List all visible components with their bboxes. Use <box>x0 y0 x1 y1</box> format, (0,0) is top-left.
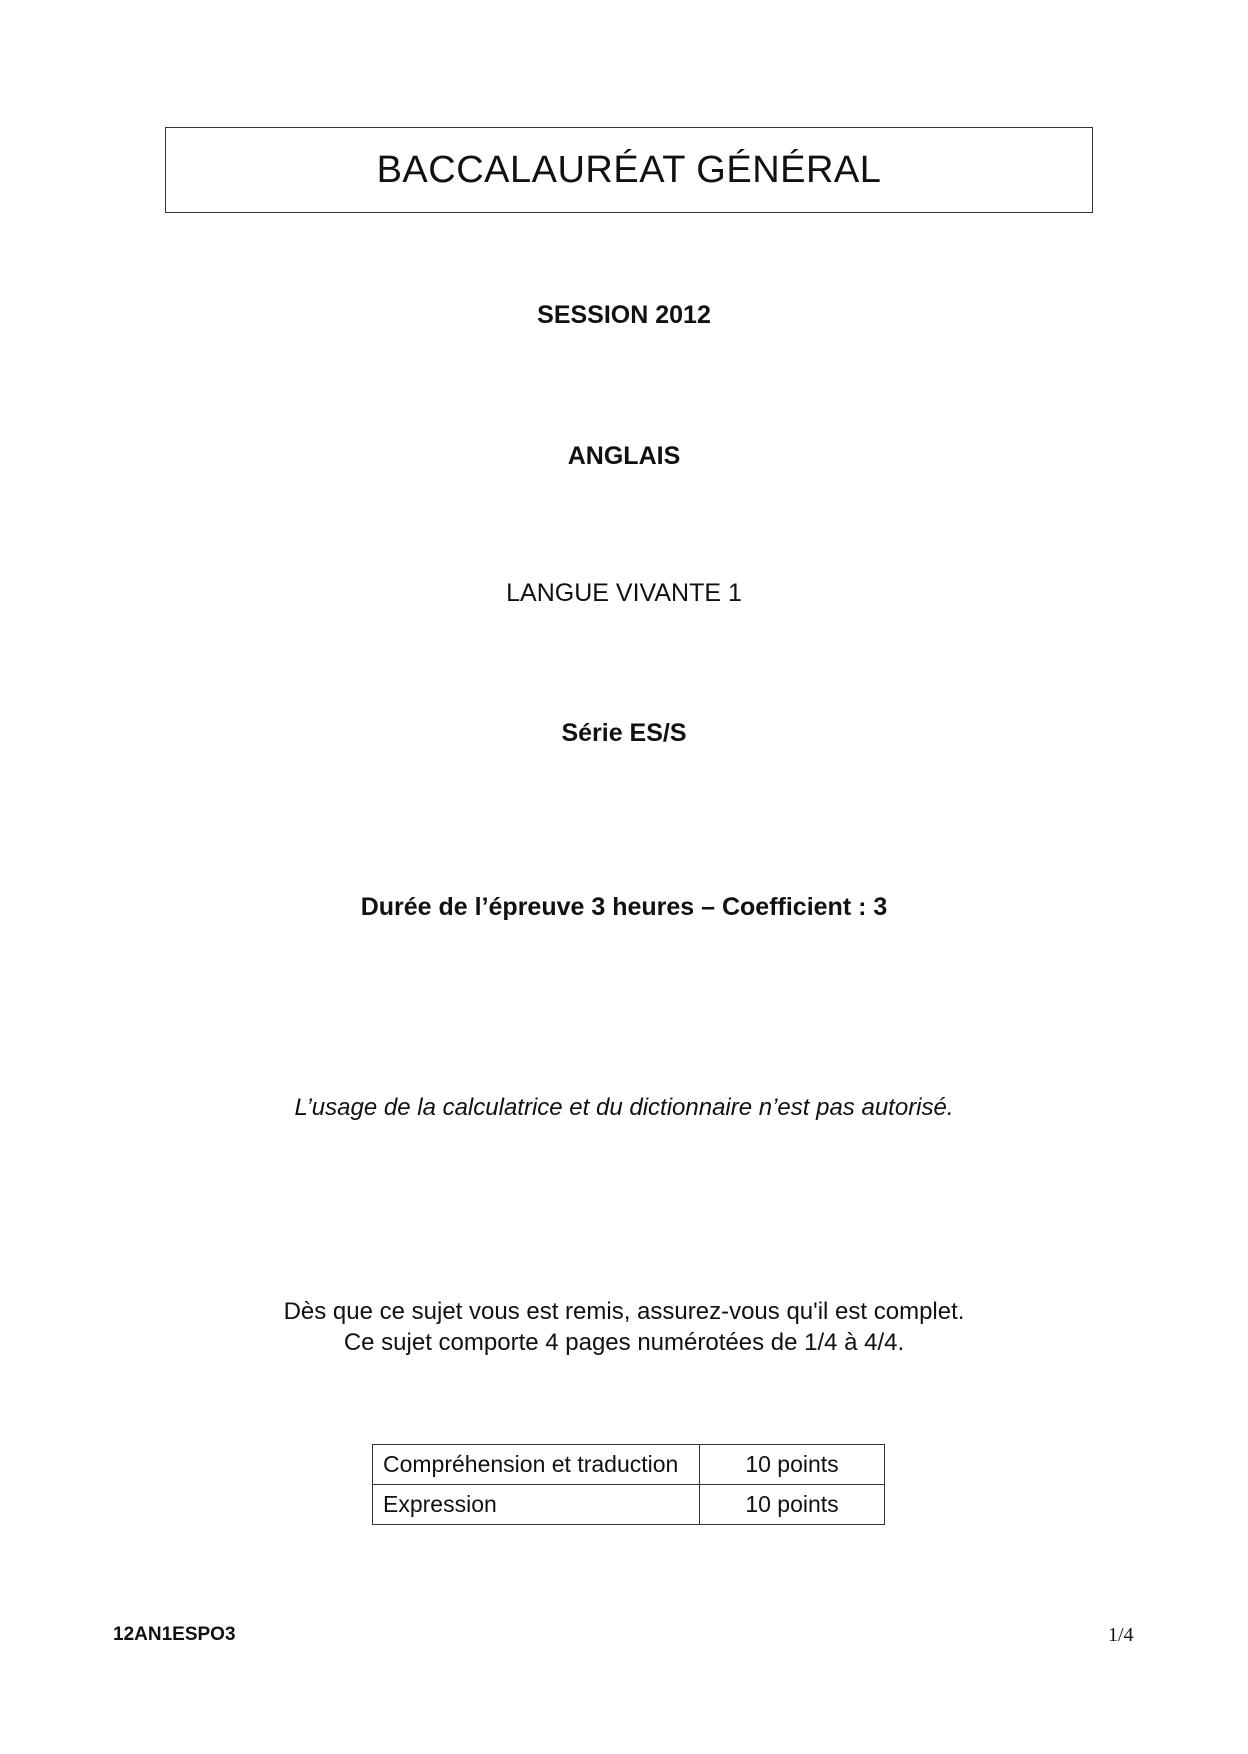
duree-line: Durée de l’épreuve 3 heures – Coefficient : 3 <box>360 893 888 921</box>
instructions-line-2: Ce sujet comporte 4 pages numérotées de 1/4 à 4/4. <box>343 1329 905 1356</box>
score-table <box>372 1444 885 1525</box>
calculator-notice: L’usage de la calculatrice et du dictionnaire n’est pas autorisé. <box>294 1094 954 1121</box>
subject-code: 12AN1ESPO3 <box>113 1624 236 1645</box>
page-number: 1/4 <box>1108 1624 1134 1646</box>
subject-line: ANGLAIS <box>567 442 681 470</box>
instructions-line-1: Dès que ce sujet vous est remis, assurez-vous qu'il est complet. <box>283 1298 965 1325</box>
score-points: 10 points <box>700 1485 885 1525</box>
score-label: Compréhension et traduction <box>373 1445 700 1485</box>
table-row <box>373 1445 885 1485</box>
table-row <box>373 1485 885 1525</box>
score-points: 10 points <box>700 1445 885 1485</box>
langue-line: LANGUE VIVANTE 1 <box>506 579 742 607</box>
document-title: BACCALAURÉAT GÉNÉRAL <box>376 148 882 191</box>
session-line: SESSION 2012 <box>537 301 711 329</box>
serie-line: Série ES/S <box>561 719 687 747</box>
title-box <box>165 127 1093 213</box>
score-label: Expression <box>373 1485 700 1525</box>
